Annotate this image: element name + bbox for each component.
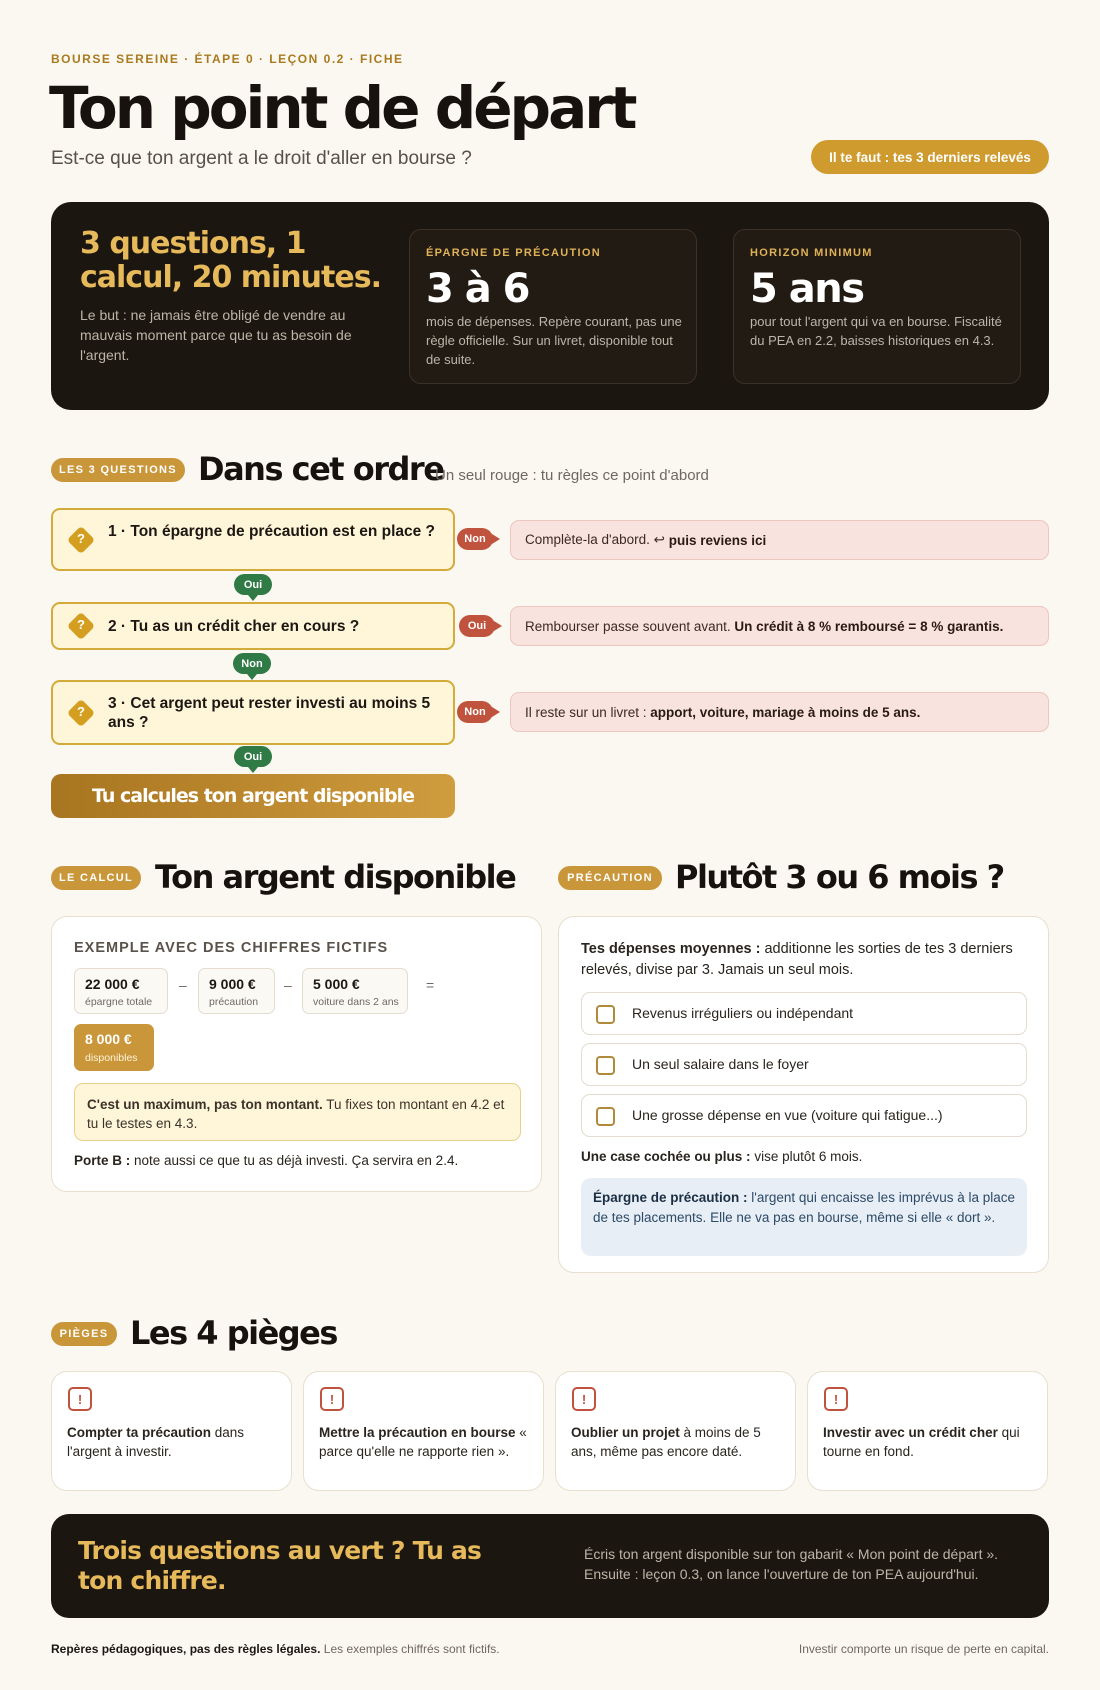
precaution-rule xyxy=(581,1149,862,1164)
yes-branch-pill: Oui xyxy=(459,615,495,637)
definition-box xyxy=(581,1178,1027,1256)
trap-text xyxy=(67,1424,282,1461)
intro-bold: Tes dépenses moyennes : xyxy=(581,941,761,957)
branch-bold: puis reviens ici xyxy=(664,532,767,548)
porte-b-note xyxy=(74,1153,458,1168)
checkbox-revenus-irreguliers[interactable] xyxy=(581,992,1027,1035)
no-branch-pill: Non xyxy=(457,701,493,723)
hero-card-value: 3 à 6 xyxy=(426,266,530,312)
maximum-warning xyxy=(74,1083,521,1141)
branch-box-3 xyxy=(510,692,1049,732)
definition-text: l'argent qui encaisse les imprévus à la place de tes placements. Elle ne va pas en bourse, même si elle « dort ». xyxy=(593,1190,1015,1225)
question-diamond-icon: ? xyxy=(68,700,94,726)
value-caption: précaution xyxy=(209,996,259,1008)
precaution-intro xyxy=(581,939,1021,981)
warning-icon: ! xyxy=(824,1387,848,1411)
kicker: BOURSE SEREINE · ÉTAPE 0 · LEÇON 0.2 · FICHE xyxy=(51,52,404,66)
footer-bold: Repères pédagogiques, pas des règles légales. xyxy=(51,1642,321,1656)
question-3 xyxy=(51,680,455,745)
trap-text xyxy=(823,1424,1038,1461)
question-text: 1 · Ton épargne de précaution est en place ? xyxy=(108,523,436,540)
section-tag-pieges: PIÈGES xyxy=(51,1322,117,1346)
trap-card-3 xyxy=(555,1371,796,1491)
result-caption: disponibles xyxy=(85,1052,138,1064)
section-heading-questions: Dans cet ordre xyxy=(198,450,444,488)
value-box-precaution xyxy=(198,968,275,1014)
trap-bold: Compter ta précaution xyxy=(67,1425,212,1440)
section-heading-precaution: Plutôt 3 ou 6 mois ? xyxy=(675,858,1004,896)
value-caption: épargne totale xyxy=(85,996,153,1008)
branch-bold: Un crédit à 8 % remboursé = 8 % garantis. xyxy=(730,618,1004,634)
footer-text: Les exemples chiffrés sont fictifs. xyxy=(320,1642,500,1656)
no-branch-pill: Non xyxy=(457,528,493,550)
checkbox-label: Un seul salaire dans le foyer xyxy=(632,1056,809,1072)
branch-bold: apport, voiture, mariage à moins de 5 ans. xyxy=(646,704,921,720)
branch-text: Complète-la d'abord. ↩ xyxy=(525,532,665,547)
checkbox-label: Une grosse dépense en vue (voiture qui fatigue...) xyxy=(632,1107,943,1123)
trap-text xyxy=(571,1424,786,1461)
yes-connector-pill: Oui xyxy=(234,746,272,767)
porte-b-bold: Porte B : xyxy=(74,1153,131,1168)
hero-card-precaution xyxy=(409,229,697,384)
warning-icon: ! xyxy=(68,1387,92,1411)
checkbox-icon[interactable] xyxy=(596,1005,615,1024)
requirement-pill: Il te faut : tes 3 derniers relevés xyxy=(811,140,1049,174)
trap-desc: dans l'argent à investir. xyxy=(67,1425,245,1459)
checkbox-icon[interactable] xyxy=(596,1056,615,1075)
branch-text: Rembourser passe souvent avant. xyxy=(525,618,731,634)
checkbox-grosse-depense[interactable] xyxy=(581,1094,1027,1137)
porte-b-text: note aussi ce que tu as déjà investi. Ça servira en 2.4. xyxy=(130,1153,459,1168)
yes-connector-pill: Oui xyxy=(234,574,272,595)
trap-bold: Investir avec un crédit cher xyxy=(823,1425,998,1440)
section-tag-questions: LES 3 QUESTIONS xyxy=(51,458,185,482)
warning-text: Tu fixes ton montant en 4.2 et tu le testes en 4.3. xyxy=(87,1097,505,1131)
result-amount: 8 000 € xyxy=(85,1031,132,1047)
value-amount: 5 000 € xyxy=(313,976,360,992)
precaution-card xyxy=(558,916,1049,1273)
hero-card-text: pour tout l'argent qui va en bourse. Fiscalité du PEA en 2.2, baisses historiques en 4.3. xyxy=(750,314,1002,348)
question-2 xyxy=(51,602,455,650)
rule-bold: Une case cochée ou plus : xyxy=(581,1149,751,1164)
trap-card-2 xyxy=(303,1371,544,1491)
minus-sign: – xyxy=(179,977,187,993)
intro-text: additionne les sorties de tes 3 derniers relevés, divise par 3. Jamais un seul mois. xyxy=(581,941,1013,978)
hero-card-text: mois de dépenses. Repère courant, pas une règle officielle. Sur un livret, disponible tout de suite. xyxy=(426,314,682,367)
warning-icon: ! xyxy=(320,1387,344,1411)
question-text: 3 · Cet argent peut rester investi au moins 5 ans ? xyxy=(108,695,431,731)
section-subheading-questions: Un seul rouge : tu règles ce point d'abord xyxy=(435,467,709,484)
question-1 xyxy=(51,508,455,571)
trap-bold: Mettre la précaution en bourse xyxy=(319,1425,516,1440)
section-heading-pieges: Les 4 pièges xyxy=(130,1314,337,1352)
trap-bold: Oublier un projet xyxy=(571,1425,680,1440)
trap-desc: « parce qu'elle ne rapporte rien ». xyxy=(319,1425,527,1459)
trap-text xyxy=(319,1424,534,1461)
equal-sign: = xyxy=(426,977,435,993)
hero-card-label: ÉPARGNE DE PRÉCAUTION xyxy=(426,247,601,259)
branch-box-1 xyxy=(510,520,1049,560)
trap-card-4 xyxy=(807,1371,1048,1491)
example-label: EXEMPLE AVEC DES CHIFFRES FICTIFS xyxy=(74,940,389,956)
value-amount: 9 000 € xyxy=(209,976,256,992)
warning-icon: ! xyxy=(572,1387,596,1411)
hero-title: 3 questions, 1 calcul, 20 minutes. xyxy=(80,226,381,295)
warning-bold: C'est un maximum, pas ton montant. xyxy=(87,1097,323,1112)
question-diamond-icon: ? xyxy=(68,527,94,553)
result-banner: Tu calcules ton argent disponible xyxy=(51,774,455,818)
cta-title: Trois questions au vert ? Tu as ton chiffre. xyxy=(78,1536,482,1595)
page-subtitle: Est-ce que ton argent a le droit d'aller en bourse ? xyxy=(51,148,472,169)
value-box-epargne xyxy=(74,968,168,1014)
hero-card-horizon xyxy=(733,229,1021,384)
branch-text: Il reste sur un livret : xyxy=(525,704,647,720)
footer-disclaimer xyxy=(51,1642,500,1656)
value-caption: voiture dans 2 ans xyxy=(313,996,399,1008)
checkbox-label: Revenus irréguliers ou indépendant xyxy=(632,1005,854,1021)
trap-card-1 xyxy=(51,1371,292,1491)
branch-box-2 xyxy=(510,606,1049,646)
section-tag-precaution: PRÉCAUTION xyxy=(558,866,662,890)
section-tag-calcul: LE CALCUL xyxy=(51,866,141,890)
checkbox-icon[interactable] xyxy=(596,1107,615,1126)
minus-sign: – xyxy=(284,977,292,993)
cta-panel xyxy=(51,1514,1049,1618)
hero-text: Le but : ne jamais être obligé de vendre au mauvais moment parce que tu as besoin de l'argent. xyxy=(80,307,352,363)
checkbox-seul-salaire[interactable] xyxy=(581,1043,1027,1086)
definition-bold: Épargne de précaution : xyxy=(593,1190,748,1205)
hero-card-value: 5 ans xyxy=(750,266,864,312)
page-title: Ton point de départ xyxy=(49,74,635,142)
calcul-card xyxy=(51,916,542,1192)
result-box-disponible xyxy=(74,1024,154,1071)
cta-text: Écris ton argent disponible sur ton gabarit « Mon point de départ ». Ensuite : leçon 0.3, on lance l'ouverture de ton PEA aujourd'hui. xyxy=(584,1546,999,1582)
hero-card-label: HORIZON MINIMUM xyxy=(750,247,873,259)
question-diamond-icon: ? xyxy=(68,613,94,639)
section-heading-calcul: Ton argent disponible xyxy=(155,858,516,896)
rule-text: vise plutôt 6 mois. xyxy=(750,1149,863,1164)
hero-panel xyxy=(51,202,1049,410)
trap-desc: qui tourne en fond. xyxy=(823,1425,1020,1459)
no-connector-pill: Non xyxy=(233,653,271,674)
value-box-voiture xyxy=(302,968,408,1014)
footer-risk-warning: Investir comporte un risque de perte en capital. xyxy=(798,1642,1049,1656)
trap-desc: à moins de 5 ans, même pas encore daté. xyxy=(571,1425,761,1459)
value-amount: 22 000 € xyxy=(85,976,140,992)
question-text: 2 · Tu as un crédit cher en cours ? xyxy=(108,618,360,635)
